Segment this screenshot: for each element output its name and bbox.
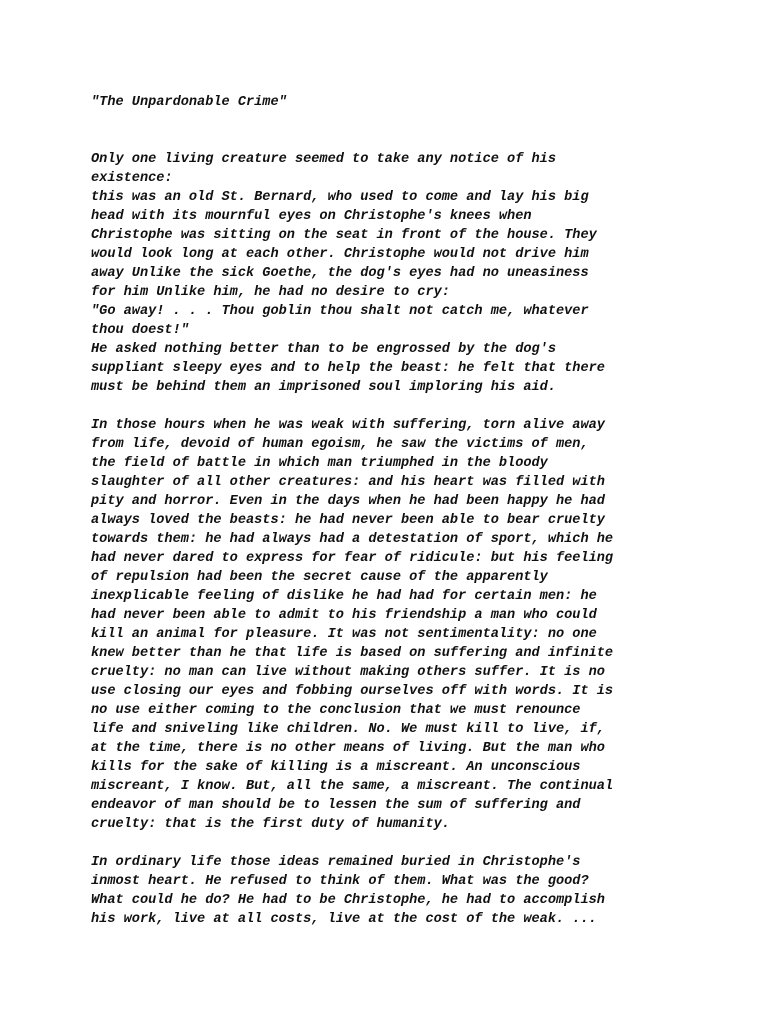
text-line: must be behind them an imprisoned soul imploring his aid. <box>91 380 556 395</box>
text-line: this was an old St. Bernard, who used to come and lay his big <box>91 190 589 205</box>
document-title: "The Unpardonable Crime" <box>91 95 287 110</box>
paragraph-1 <box>91 150 691 397</box>
text-line: inmost heart. He refused to think of them. What was the good? <box>91 874 589 889</box>
text-line: the field of battle in which man triumphed in the bloody <box>91 456 548 471</box>
text-line: endeavor of man should be to lessen the sum of suffering and <box>91 798 581 813</box>
text-line: What could he do? He had to be Christophe, he had to accomplish <box>91 893 605 908</box>
paragraph-2 <box>91 416 691 834</box>
document-title-block <box>91 93 691 112</box>
text-line: at the time, there is no other means of living. But the man who <box>91 741 605 756</box>
text-line: always loved the beasts: he had never been able to bear cruelty <box>91 513 605 528</box>
text-line: existence: <box>91 171 173 186</box>
text-line: of repulsion had been the secret cause of the apparently <box>91 570 548 585</box>
paragraph-3 <box>91 853 691 929</box>
text-line: his work, live at all costs, live at the cost of the weak. ... <box>91 912 597 927</box>
text-line: inexplicable feeling of dislike he had had for certain men: he <box>91 589 597 604</box>
text-line: suppliant sleepy eyes and to help the beast: he felt that there <box>91 361 605 376</box>
text-line: pity and horror. Even in the days when he had been happy he had <box>91 494 605 509</box>
text-line: use closing our eyes and fobbing ourselves off with words. It is <box>91 684 614 699</box>
text-line: thou doest!" <box>91 323 189 338</box>
text-line: from life, devoid of human egoism, he saw the victims of men, <box>91 437 589 452</box>
text-line: knew better than he that life is based on suffering and infinite <box>91 646 614 661</box>
text-line: cruelty: that is the first duty of humanity. <box>91 817 450 832</box>
document-page <box>91 93 691 948</box>
text-line: head with its mournful eyes on Christophe's knees when <box>91 209 532 224</box>
text-line: He asked nothing better than to be engrossed by the dog's <box>91 342 556 357</box>
text-line: slaughter of all other creatures: and his heart was filled with <box>91 475 605 490</box>
text-line: life and sniveling like children. No. We must kill to live, if, <box>91 722 605 737</box>
text-line: Christophe was sitting on the seat in front of the house. They <box>91 228 597 243</box>
text-line: would look long at each other. Christophe would not drive him <box>91 247 589 262</box>
text-line: away Unlike the sick Goethe, the dog's eyes had no uneasiness <box>91 266 589 281</box>
text-line: "Go away! . . . Thou goblin thou shalt not catch me, whatever <box>91 304 589 319</box>
text-line: In ordinary life those ideas remained buried in Christophe's <box>91 855 581 870</box>
text-line: cruelty: no man can live without making others suffer. It is no <box>91 665 605 680</box>
text-line: kill an animal for pleasure. It was not sentimentality: no one <box>91 627 597 642</box>
text-line: no use either coming to the conclusion that we must renounce <box>91 703 581 718</box>
text-line: had never dared to express for fear of ridicule: but his feeling <box>91 551 614 566</box>
text-line: In those hours when he was weak with suffering, torn alive away <box>91 418 605 433</box>
text-line: miscreant, I know. But, all the same, a miscreant. The continual <box>91 779 614 794</box>
text-line: for him Unlike him, he had no desire to cry: <box>91 285 450 300</box>
text-line: kills for the sake of killing is a miscreant. An unconscious <box>91 760 581 775</box>
text-line: towards them: he had always had a detestation of sport, which he <box>91 532 614 547</box>
text-line: Only one living creature seemed to take any notice of his <box>91 152 556 167</box>
text-line: had never been able to admit to his friendship a man who could <box>91 608 597 623</box>
